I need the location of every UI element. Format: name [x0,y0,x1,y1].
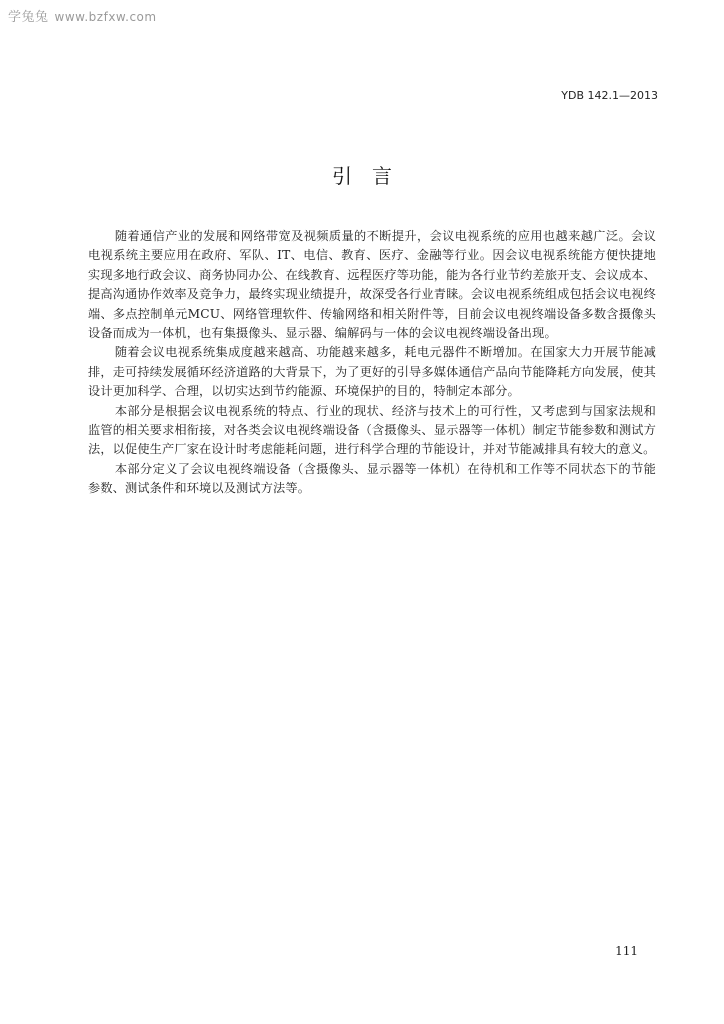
watermark [8,6,157,25]
paragraph: 随着通信产业的发展和网络带宽及视频质量的不断提升，会议电视系统的应用也越来越广泛。会议电视系统主要应用在政府、军队、IT、电信、教育、医疗、金融等行业。因会议电视系统能方便快捷地实现多地行政会议、商务协同办公、在线教育、远程医疗等功能，能为各行业节约差旅开支、会议成本、提高沟通协作效率及竞争力，最终实现业绩提升，故深受各行业青睐。会议电视系统组成包括会议电视终端、多点控制单元MCU、网络管理软件、传输网络和相关附件等，目前会议电视终端设备多数含摄像头设备而成为一体机，也有集摄像头、显示器、编解码与一体的会议电视终端设备出现。 [88,229,656,341]
page-title: 引言 [332,164,412,188]
introduction-body [88,227,656,499]
watermark-site-name: 学兔兔 [8,10,49,25]
paragraph: 本部分定义了会议电视终端设备（含摄像头、显示器等一体机）在待机和工作等不同状态下的节能参数、测试条件和环境以及测试方法等。 [88,461,656,496]
page-number: 111 [615,944,638,958]
paragraph: 随着会议电视系统集成度越来越高、功能越来越多，耗电元器件不断增加。在国家大力开展节能减排，走可持续发展循环经济道路的大背景下，为了更好的引导多媒体通信产品向节能降耗方向发展，使其设计更加科学、合理，以切实达到节约能源、环境保护的目的，特制定本部分。 [88,345,656,399]
watermark-site-url: www.bzfxw.com [54,10,157,24]
paragraph: 本部分是根据会议电视系统的特点、行业的现状、经济与技术上的可行性，又考虑到与国家法规和监管的相关要求相衔接，对各类会议电视终端设备（含摄像头、显示器等一体机）制定节能参数和测试方法，以促使生产厂家在设计时考虑能耗问题，进行科学合理的节能设计，并对节能减排具有较大的意义。 [88,403,656,457]
standard-code: YDB 142.1—2013 [561,89,658,102]
